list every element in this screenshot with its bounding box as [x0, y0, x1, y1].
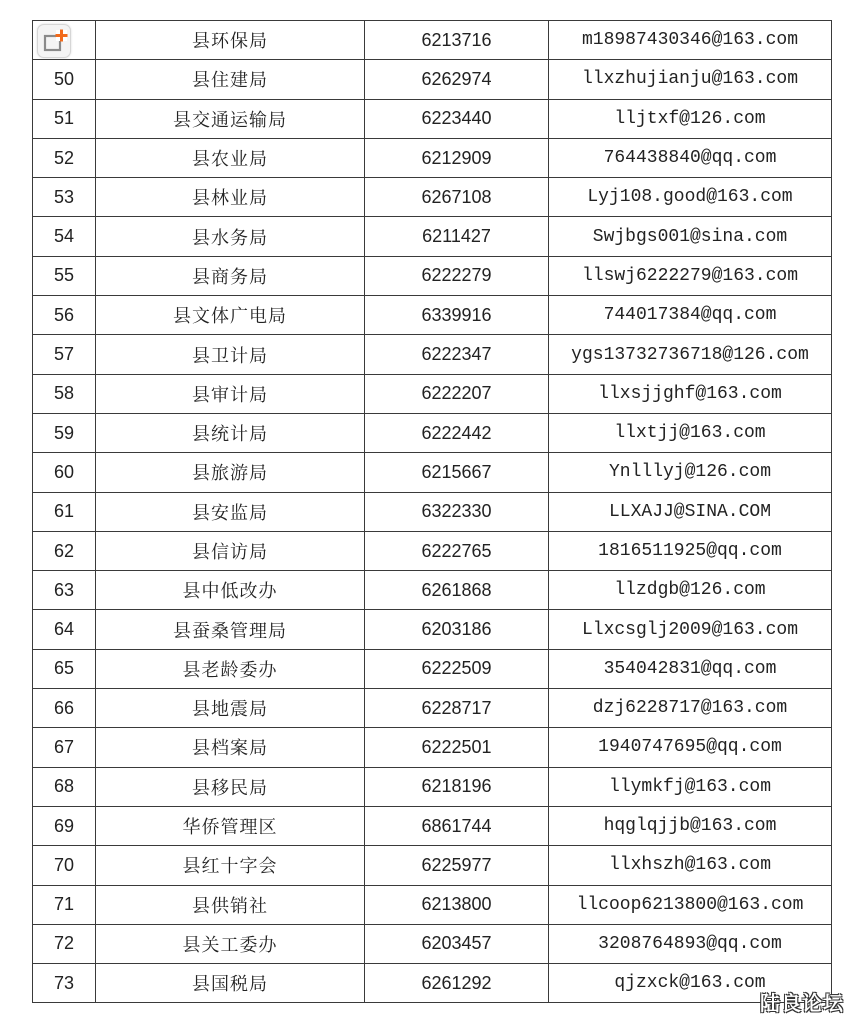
- department-name: 县统计局: [96, 413, 365, 452]
- row-number: 61: [33, 492, 96, 531]
- email-address: Lyj108.good@163.com: [549, 178, 832, 217]
- phone-number: 6339916: [365, 296, 549, 335]
- department-name: 县档案局: [96, 728, 365, 767]
- table-row: [33, 689, 832, 728]
- table-row: [33, 492, 832, 531]
- table-row: [33, 767, 832, 806]
- row-number: 55: [33, 256, 96, 295]
- forum-watermark: 陆良论坛: [760, 991, 844, 1015]
- department-name: 县环保局: [96, 21, 365, 60]
- table-row: [33, 413, 832, 452]
- department-name: 县关工委办: [96, 924, 365, 963]
- row-number: 62: [33, 531, 96, 570]
- email-address: 354042831@qq.com: [549, 649, 832, 688]
- phone-number: 6225977: [365, 846, 549, 885]
- row-number: 68: [33, 767, 96, 806]
- row-number: 63: [33, 571, 96, 610]
- phone-number: 6222765: [365, 531, 549, 570]
- department-name: 县老龄委办: [96, 649, 365, 688]
- email-address: Llxcsglj2009@163.com: [549, 610, 832, 649]
- table-row: [33, 335, 832, 374]
- directory-table-body: [33, 21, 832, 1003]
- row-number: 60: [33, 453, 96, 492]
- phone-number: 6222509: [365, 649, 549, 688]
- row-number: 53: [33, 178, 96, 217]
- department-name: 县卫计局: [96, 335, 365, 374]
- department-name: 县住建局: [96, 60, 365, 99]
- email-address: 764438840@qq.com: [549, 138, 832, 177]
- phone-number: 6222442: [365, 413, 549, 452]
- table-row: [33, 296, 832, 335]
- table-row: [33, 610, 832, 649]
- email-address: 1816511925@qq.com: [549, 531, 832, 570]
- directory-table: [32, 20, 832, 1003]
- department-name: 县农业局: [96, 138, 365, 177]
- phone-number: 6267108: [365, 178, 549, 217]
- phone-number: 6212909: [365, 138, 549, 177]
- email-address: llxzhujianju@163.com: [549, 60, 832, 99]
- row-number: 64: [33, 610, 96, 649]
- email-address: dzj6228717@163.com: [549, 689, 832, 728]
- table-row: [33, 138, 832, 177]
- table-row: [33, 649, 832, 688]
- email-address: hqglqjjb@163.com: [549, 806, 832, 845]
- department-name: 县水务局: [96, 217, 365, 256]
- row-number: 65: [33, 649, 96, 688]
- phone-number: 6228717: [365, 689, 549, 728]
- row-number: 54: [33, 217, 96, 256]
- row-number: 50: [33, 60, 96, 99]
- phone-number: 6218196: [365, 767, 549, 806]
- row-number: 59: [33, 413, 96, 452]
- phone-number: 6211427: [365, 217, 549, 256]
- row-number: 73: [33, 964, 96, 1003]
- phone-number: 6322330: [365, 492, 549, 531]
- table-row: [33, 21, 832, 60]
- phone-number: 6861744: [365, 806, 549, 845]
- table-row: [33, 531, 832, 570]
- table-row: [33, 256, 832, 295]
- phone-number: 6222347: [365, 335, 549, 374]
- table-row: [33, 374, 832, 413]
- email-address: Swjbgs001@sina.com: [549, 217, 832, 256]
- table-row: [33, 453, 832, 492]
- email-address: llymkfj@163.com: [549, 767, 832, 806]
- phone-number: 6215667: [365, 453, 549, 492]
- email-address: llxsjjghf@163.com: [549, 374, 832, 413]
- row-number: 70: [33, 846, 96, 885]
- email-address: llcoop6213800@163.com: [549, 885, 832, 924]
- department-name: 县地震局: [96, 689, 365, 728]
- email-address: LLXAJJ@SINA.COM: [549, 492, 832, 531]
- row-number: 51: [33, 99, 96, 138]
- phone-number: 6222207: [365, 374, 549, 413]
- phone-number: 6222501: [365, 728, 549, 767]
- phone-number: 6213800: [365, 885, 549, 924]
- add-to-collection-icon[interactable]: [37, 24, 71, 58]
- row-number: 71: [33, 885, 96, 924]
- row-number: 58: [33, 374, 96, 413]
- email-address: lljtxf@126.com: [549, 99, 832, 138]
- email-address: llxhszh@163.com: [549, 846, 832, 885]
- phone-number: 6203457: [365, 924, 549, 963]
- table-row: [33, 846, 832, 885]
- phone-number: 6262974: [365, 60, 549, 99]
- table-row: [33, 60, 832, 99]
- department-name: 县林业局: [96, 178, 365, 217]
- phone-number: 6223440: [365, 99, 549, 138]
- email-address: 3208764893@qq.com: [549, 924, 832, 963]
- department-name: 县安监局: [96, 492, 365, 531]
- department-name: 县信访局: [96, 531, 365, 570]
- phone-number: 6261292: [365, 964, 549, 1003]
- department-name: 县供销社: [96, 885, 365, 924]
- department-name: 县蚕桑管理局: [96, 610, 365, 649]
- department-name: 华侨管理区: [96, 806, 365, 845]
- table-row: [33, 99, 832, 138]
- phone-number: 6261868: [365, 571, 549, 610]
- email-address: qjzxck@163.com: [549, 964, 832, 1003]
- table-row: [33, 924, 832, 963]
- email-address: llzdgb@126.com: [549, 571, 832, 610]
- phone-number: 6222279: [365, 256, 549, 295]
- row-number: 56: [33, 296, 96, 335]
- table-row: [33, 217, 832, 256]
- table-row: [33, 728, 832, 767]
- phone-number: 6203186: [365, 610, 549, 649]
- email-address: 744017384@qq.com: [549, 296, 832, 335]
- row-number: 72: [33, 924, 96, 963]
- phone-number: 6213716: [365, 21, 549, 60]
- row-number: 52: [33, 138, 96, 177]
- email-address: ygs13732736718@126.com: [549, 335, 832, 374]
- table-row: [33, 178, 832, 217]
- department-name: 县审计局: [96, 374, 365, 413]
- email-address: 1940747695@qq.com: [549, 728, 832, 767]
- department-name: 县商务局: [96, 256, 365, 295]
- department-name: 县旅游局: [96, 453, 365, 492]
- department-name: 县交通运输局: [96, 99, 365, 138]
- table-row: [33, 571, 832, 610]
- department-name: 县中低改办: [96, 571, 365, 610]
- row-number: 67: [33, 728, 96, 767]
- row-number: 66: [33, 689, 96, 728]
- department-name: 县文体广电局: [96, 296, 365, 335]
- email-address: m18987430346@163.com: [549, 21, 832, 60]
- email-address: Ynlllyj@126.com: [549, 453, 832, 492]
- email-address: llswj6222279@163.com: [549, 256, 832, 295]
- table-row: [33, 806, 832, 845]
- row-number: 57: [33, 335, 96, 374]
- table-row: [33, 964, 832, 1003]
- department-name: 县国税局: [96, 964, 365, 1003]
- department-name: 县红十字会: [96, 846, 365, 885]
- table-row: [33, 885, 832, 924]
- row-number: 69: [33, 806, 96, 845]
- department-name: 县移民局: [96, 767, 365, 806]
- email-address: llxtjj@163.com: [549, 413, 832, 452]
